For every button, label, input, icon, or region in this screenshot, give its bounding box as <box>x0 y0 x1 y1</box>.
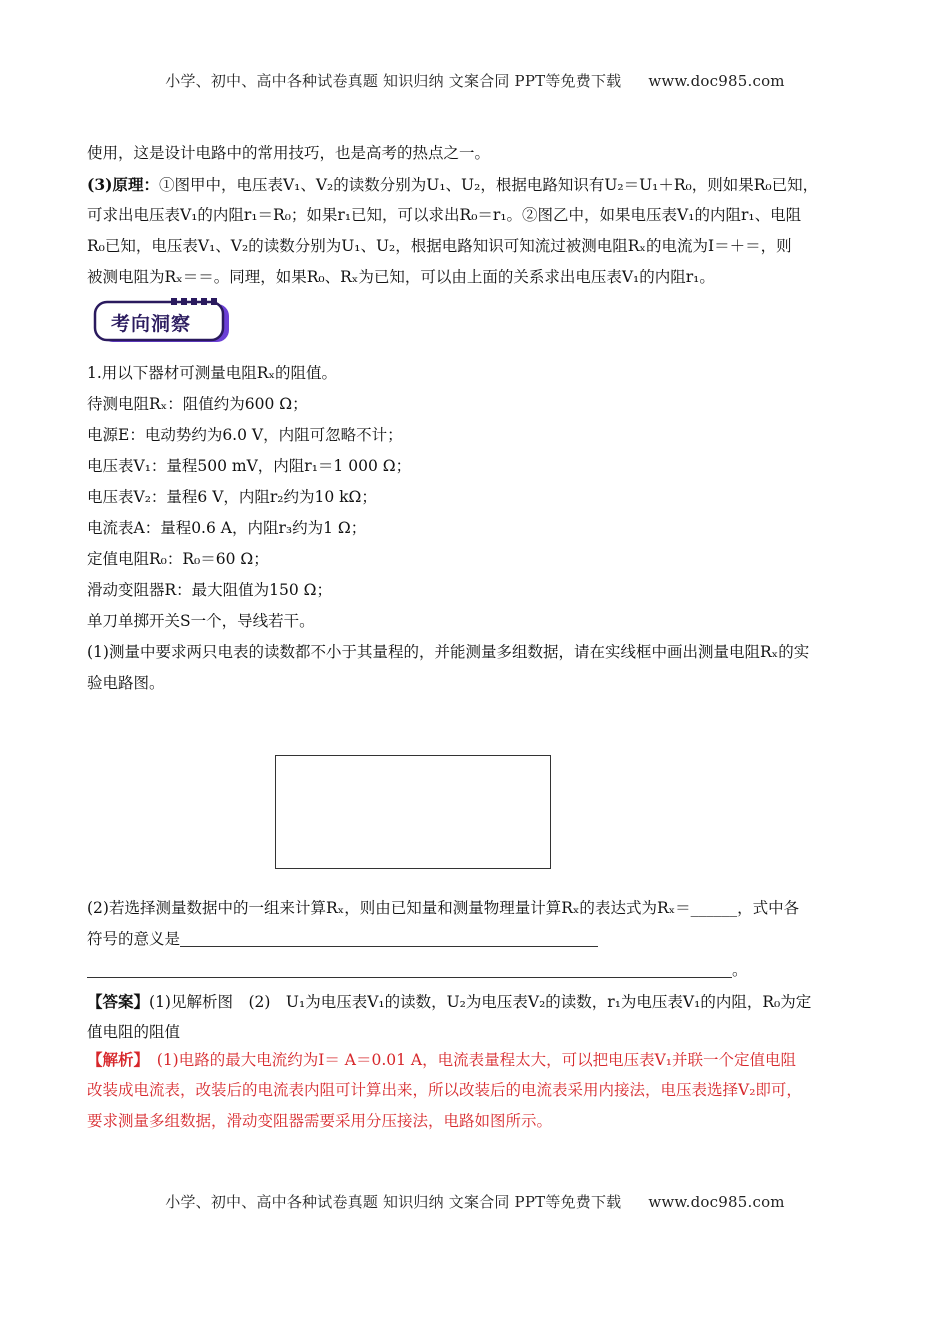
answer-line-2: 值电阻的阻值 <box>87 1023 181 1041</box>
item-6: 滑动变阻器R：最大阻值为150 Ω； <box>87 581 333 599</box>
analysis-line-3: 要求测量多组数据，滑动变阻器需要采用分压接法，电路如图所示。 <box>87 1112 553 1130</box>
item-3: 电压表V₂：量程6 V，内阻r₂约为10 kΩ； <box>87 488 377 506</box>
footer-text: 小学、初中、高中各种试卷真题 知识归纳 文案合同 PPT等免费下载 <box>165 1193 622 1211</box>
answer-label: 【答案】 <box>87 992 150 1011</box>
item-0: 待测电阻Rₓ：阻值约为600 Ω； <box>87 395 308 413</box>
footer-url[interactable]: www.doc985.com <box>648 1193 785 1211</box>
header-url[interactable]: www.doc985.com <box>648 72 785 90</box>
answer-line-1: 【答案】(1)见解析图 (2) U₁为电压表V₁的读数，U₂为电压表V₂的读数，r₁为电压表V₁的内阻，R₀为定 <box>87 992 812 1011</box>
section-badge <box>93 298 233 346</box>
page-header <box>0 70 950 91</box>
intro-line-1: 使用，这是设计电路中的常用技巧，也是高考的热点之一。 <box>87 144 491 162</box>
page-footer <box>0 1191 950 1212</box>
answer-blank-2[interactable] <box>87 959 732 978</box>
item-7: 单刀单掷开关S一个，导线若干。 <box>87 612 315 630</box>
question-section <box>87 358 865 699</box>
analysis-line-2: 改装成电流表，改装后的电流表内阻可计算出来，所以改装后的电流表采用内接法，电压表选择V₂即可， <box>87 1081 802 1099</box>
analysis-section <box>87 1044 865 1137</box>
answer-blank-1[interactable] <box>180 928 598 947</box>
intro-section <box>87 138 865 293</box>
item-2: 电压表V₁：量程500 mV，内阻r₁＝1 000 Ω； <box>87 457 412 475</box>
intro-line-5: 被测电阻为Rₓ＝＝。同理，如果R₀、Rₓ为已知，可以由上面的关系求出电压表V₁的内阻r₁。 <box>87 268 715 286</box>
part2-line-2: 符号的意义是 <box>87 924 865 955</box>
item-5: 定值电阻R₀：R₀＝60 Ω； <box>87 550 269 568</box>
intro-line-3: 可求出电压表V₁的内阻r₁＝R₀；如果r₁已知，可以求出R₀＝r₁。②图乙中，如果电压表V₁的内阻r₁、电阻 <box>87 206 802 224</box>
principle-label: (3)原理： <box>87 175 159 194</box>
analysis-label: 【解析】 <box>87 1050 142 1069</box>
analysis-line-1: 【解析】 (1)电路的最大电流约为I＝ A＝0.01 A，电流表量程太大，可以把电压表V₁并联一个定值电阻 <box>87 1050 797 1069</box>
answer-section <box>87 986 865 1048</box>
question-title: 1.用以下器材可测量电阻Rₓ的阻值。 <box>87 364 338 382</box>
part2-line-3: 。 <box>87 955 865 986</box>
part2-section <box>87 893 865 986</box>
circuit-drawing-box[interactable] <box>275 755 551 869</box>
intro-line-4: R₀已知，电压表V₁、V₂的读数分别为U₁、U₂，根据电路知识可知流过被测电阻Rₓ的电流为I＝＋＝，则 <box>87 237 792 255</box>
intro-line-2: (3)原理：①图甲中，电压表V₁、V₂的读数分别为U₁、U₂，根据电路知识有U₂＝U₁＋R₀，则如果R₀已知， <box>87 175 819 194</box>
part1-line-2: 验电路图。 <box>87 674 165 692</box>
item-4: 电流表A：量程0.6 A，内阻r₃约为1 Ω； <box>87 519 367 537</box>
part2-line-1: (2)若选择测量数据中的一组来计算Rₓ，则由已知量和测量物理量计算Rₓ的表达式为Rₓ＝______，式中各 <box>87 899 800 917</box>
item-1: 电源E：电动势约为6.0 V，内阻可忽略不计； <box>87 426 403 444</box>
part1-line-1: (1)测量中要求两只电表的读数都不小于其量程的，并能测量多组数据，请在实线框中画出测量电阻Rₓ的实 <box>87 643 810 661</box>
badge-label: 考向洞察 <box>111 313 192 335</box>
header-text: 小学、初中、高中各种试卷真题 知识归纳 文案合同 PPT等免费下载 <box>165 72 622 90</box>
